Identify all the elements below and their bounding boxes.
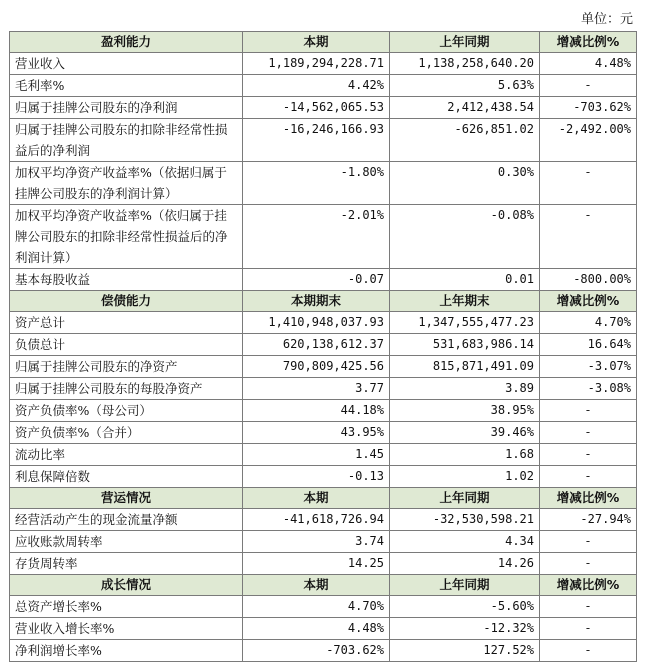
column-header: 增减比例% <box>540 575 637 596</box>
row-label: 毛利率% <box>10 75 243 97</box>
change-percent: - <box>540 466 637 488</box>
table-body <box>10 32 637 662</box>
change-percent: -27.94% <box>540 509 637 531</box>
row-label: 应收账款周转率 <box>10 531 243 553</box>
row-label: 归属于挂牌公司股东的每股净资产 <box>10 378 243 400</box>
financial-indicators-table <box>9 31 637 662</box>
current-value: 3.77 <box>243 378 390 400</box>
row-label: 存货周转率 <box>10 553 243 575</box>
unit-label: 单位：元 <box>580 12 633 27</box>
current-value: -703.62% <box>243 640 390 662</box>
current-value: 4.42% <box>243 75 390 97</box>
current-value: -14,562,065.53 <box>243 97 390 119</box>
table-row <box>10 205 637 269</box>
current-value: 790,809,425.56 <box>243 356 390 378</box>
prior-value: 127.52% <box>390 640 540 662</box>
row-label: 利息保障倍数 <box>10 466 243 488</box>
section-header-row <box>10 575 637 596</box>
column-header: 上年同期 <box>390 32 540 53</box>
table-row <box>10 596 637 618</box>
row-label: 加权平均净资产收益率%（依归属于挂牌公司股东的扣除非经常性损益后的净利润计算） <box>10 205 243 269</box>
prior-value: 5.63% <box>390 75 540 97</box>
change-percent: -2,492.00% <box>540 119 637 162</box>
table-row <box>10 553 637 575</box>
change-percent: -3.07% <box>540 356 637 378</box>
change-percent: - <box>540 205 637 269</box>
change-percent: -800.00% <box>540 269 637 291</box>
row-label: 营业收入增长率% <box>10 618 243 640</box>
column-header: 上年期末 <box>390 291 540 312</box>
table-row <box>10 312 637 334</box>
prior-value: -626,851.02 <box>390 119 540 162</box>
row-label: 总资产增长率% <box>10 596 243 618</box>
row-label: 流动比率 <box>10 444 243 466</box>
current-value: 4.48% <box>243 618 390 640</box>
current-value: -2.01% <box>243 205 390 269</box>
change-percent: - <box>540 444 637 466</box>
prior-value: 531,683,986.14 <box>390 334 540 356</box>
table-row <box>10 334 637 356</box>
row-label: 负债总计 <box>10 334 243 356</box>
change-percent: 4.70% <box>540 312 637 334</box>
table-row <box>10 53 637 75</box>
row-label: 净利润增长率% <box>10 640 243 662</box>
table-row <box>10 618 637 640</box>
prior-value: 1,138,258,640.20 <box>390 53 540 75</box>
table-row <box>10 400 637 422</box>
current-value: 3.74 <box>243 531 390 553</box>
column-header: 上年同期 <box>390 488 540 509</box>
prior-value: -32,530,598.21 <box>390 509 540 531</box>
current-value: -1.80% <box>243 162 390 205</box>
table-row <box>10 378 637 400</box>
column-header: 增减比例% <box>540 291 637 312</box>
table-row <box>10 356 637 378</box>
table-row <box>10 466 637 488</box>
current-value: 1,410,948,037.93 <box>243 312 390 334</box>
column-header: 本期期末 <box>243 291 390 312</box>
prior-value: 3.89 <box>390 378 540 400</box>
row-label: 资产负债率%（合并） <box>10 422 243 444</box>
column-header: 上年同期 <box>390 575 540 596</box>
prior-value: 38.95% <box>390 400 540 422</box>
prior-value: 1.68 <box>390 444 540 466</box>
current-value: 1,189,294,228.71 <box>243 53 390 75</box>
current-value: -16,246,166.93 <box>243 119 390 162</box>
prior-value: 4.34 <box>390 531 540 553</box>
change-percent: - <box>540 162 637 205</box>
current-value: 1.45 <box>243 444 390 466</box>
row-label: 基本每股收益 <box>10 269 243 291</box>
section-header-row <box>10 291 637 312</box>
change-percent: - <box>540 75 637 97</box>
table-row <box>10 444 637 466</box>
current-value: -41,618,726.94 <box>243 509 390 531</box>
section-title: 偿债能力 <box>10 291 243 312</box>
table-row <box>10 119 637 162</box>
prior-value: -12.32% <box>390 618 540 640</box>
section-title: 盈利能力 <box>10 32 243 53</box>
current-value: 43.95% <box>243 422 390 444</box>
section-title: 营运情况 <box>10 488 243 509</box>
prior-value: 0.01 <box>390 269 540 291</box>
column-header: 本期 <box>243 32 390 53</box>
prior-value: -5.60% <box>390 596 540 618</box>
column-header: 本期 <box>243 575 390 596</box>
current-value: 44.18% <box>243 400 390 422</box>
change-percent: 16.64% <box>540 334 637 356</box>
row-label: 资产负债率%（母公司） <box>10 400 243 422</box>
row-label: 归属于挂牌公司股东的净利润 <box>10 97 243 119</box>
prior-value: 1.02 <box>390 466 540 488</box>
table-row <box>10 269 637 291</box>
current-value: -0.07 <box>243 269 390 291</box>
table-row <box>10 640 637 662</box>
section-header-row <box>10 32 637 53</box>
change-percent: 4.48% <box>540 53 637 75</box>
prior-value: 815,871,491.09 <box>390 356 540 378</box>
current-value: -0.13 <box>243 466 390 488</box>
change-percent: - <box>540 640 637 662</box>
table-row <box>10 75 637 97</box>
table-row <box>10 509 637 531</box>
prior-value: -0.08% <box>390 205 540 269</box>
prior-value: 2,412,438.54 <box>390 97 540 119</box>
row-label: 归属于挂牌公司股东的扣除非经常性损益后的净利润 <box>10 119 243 162</box>
column-header: 本期 <box>243 488 390 509</box>
prior-value: 39.46% <box>390 422 540 444</box>
prior-value: 0.30% <box>390 162 540 205</box>
column-header: 增减比例% <box>540 488 637 509</box>
section-header-row <box>10 488 637 509</box>
change-percent: - <box>540 400 637 422</box>
section-title: 成长情况 <box>10 575 243 596</box>
current-value: 14.25 <box>243 553 390 575</box>
row-label: 经营活动产生的现金流量净额 <box>10 509 243 531</box>
row-label: 资产总计 <box>10 312 243 334</box>
current-value: 4.70% <box>243 596 390 618</box>
change-percent: - <box>540 553 637 575</box>
column-header: 增减比例% <box>540 32 637 53</box>
change-percent: - <box>540 531 637 553</box>
table-row <box>10 97 637 119</box>
change-percent: - <box>540 618 637 640</box>
change-percent: -3.08% <box>540 378 637 400</box>
change-percent: -703.62% <box>540 97 637 119</box>
prior-value: 1,347,555,477.23 <box>390 312 540 334</box>
change-percent: - <box>540 422 637 444</box>
row-label: 加权平均净资产收益率%（依据归属于挂牌公司股东的净利润计算） <box>10 162 243 205</box>
current-value: 620,138,612.37 <box>243 334 390 356</box>
prior-value: 14.26 <box>390 553 540 575</box>
change-percent: - <box>540 596 637 618</box>
table-row <box>10 422 637 444</box>
table-row <box>10 531 637 553</box>
row-label: 营业收入 <box>10 53 243 75</box>
table-row <box>10 162 637 205</box>
row-label: 归属于挂牌公司股东的净资产 <box>10 356 243 378</box>
